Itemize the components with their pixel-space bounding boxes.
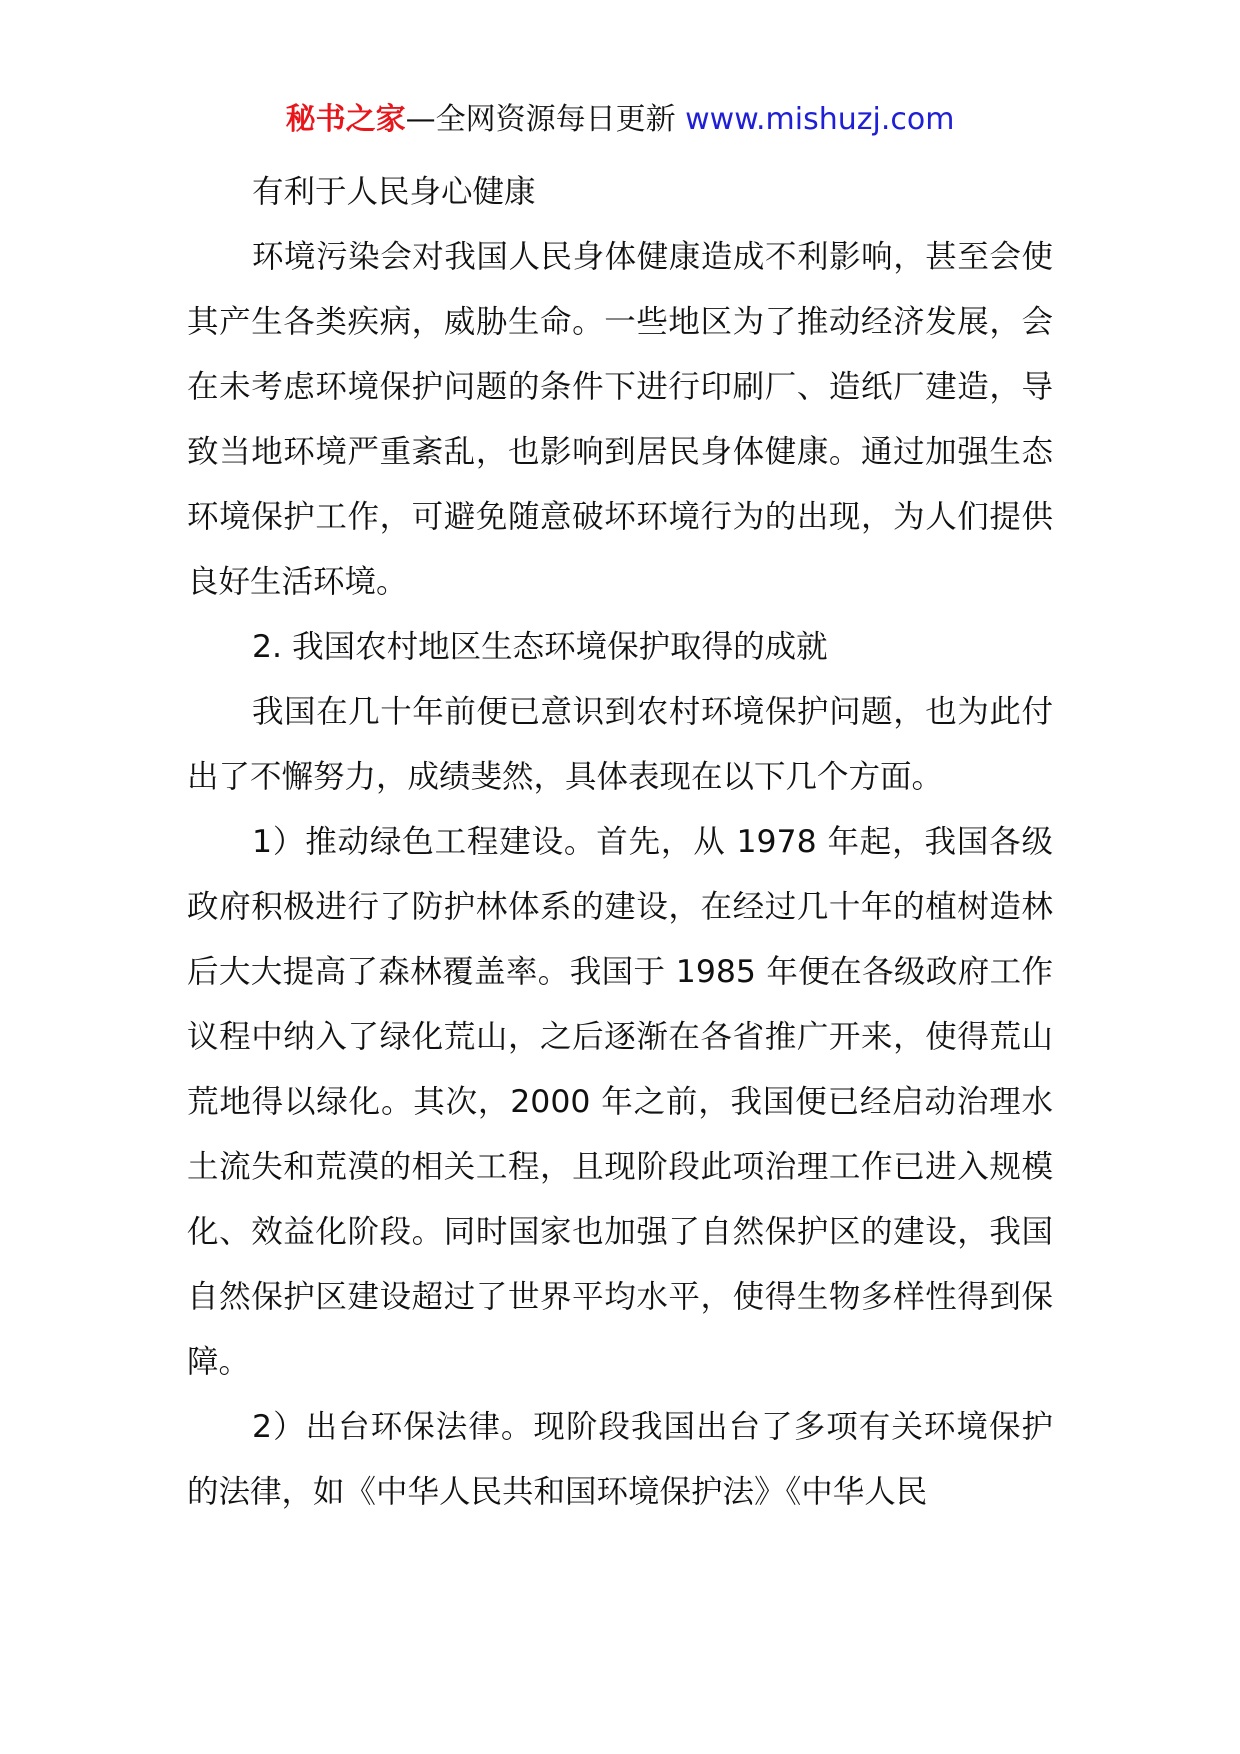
site-brand: 秘书之家 [285, 102, 406, 137]
site-url-link[interactable]: www.mishuzj.com [685, 102, 955, 137]
paragraph: 我国在几十年前便已意识到农村环境保护问题，也为此付出了不懈努力，成绩斐然，具体表现在以下几个方面。 [187, 694, 1053, 795]
section-heading: 2. 我国农村地区生态环境保护取得的成就 [252, 629, 828, 665]
site-tagline: —全网资源每日更新 [405, 102, 686, 137]
document-body [187, 160, 1053, 1525]
paragraph: 2）出台环保法律。现阶段我国出台了多项有关环境保护的法律，如《中华人民共和国环境保护法》《中华人民 [187, 1409, 1053, 1510]
paragraph: 1）推动绿色工程建设。首先，从 1978 年起，我国各级政府积极进行了防护林体系的建设，在经过几十年的植树造林后大大提高了森林覆盖率。我国于 1985 年便在各级政府工作议程中纳入了绿化荒山，之后逐渐在各省推广开来，使得荒山荒地得以绿化。其次，2000 年之前，我国便已经启动治理水土流失和荒漠的相关工程，且现阶段此项治理工作已进入规模化、效益化阶段。同时国家也加强了自然保护区的建设，我国自然保护区建设超过了世界平均水平，使得生物多样性得到保障。 [187, 824, 1053, 1380]
paragraph: 环境污染会对我国人民身体健康造成不利影响，甚至会使其产生各类疾病，威胁生命。一些地区为了推动经济发展，会在未考虑环境保护问题的条件下进行印刷厂、造纸厂建造，导致当地环境严重紊乱，也影响到居民身体健康。通过加强生态环境保护工作，可避免随意破坏环境行为的出现，为人们提供良好生活环境。 [187, 239, 1053, 600]
paragraph-subheading: 有利于人民身心健康 [252, 174, 536, 210]
site-header [0, 100, 1240, 140]
